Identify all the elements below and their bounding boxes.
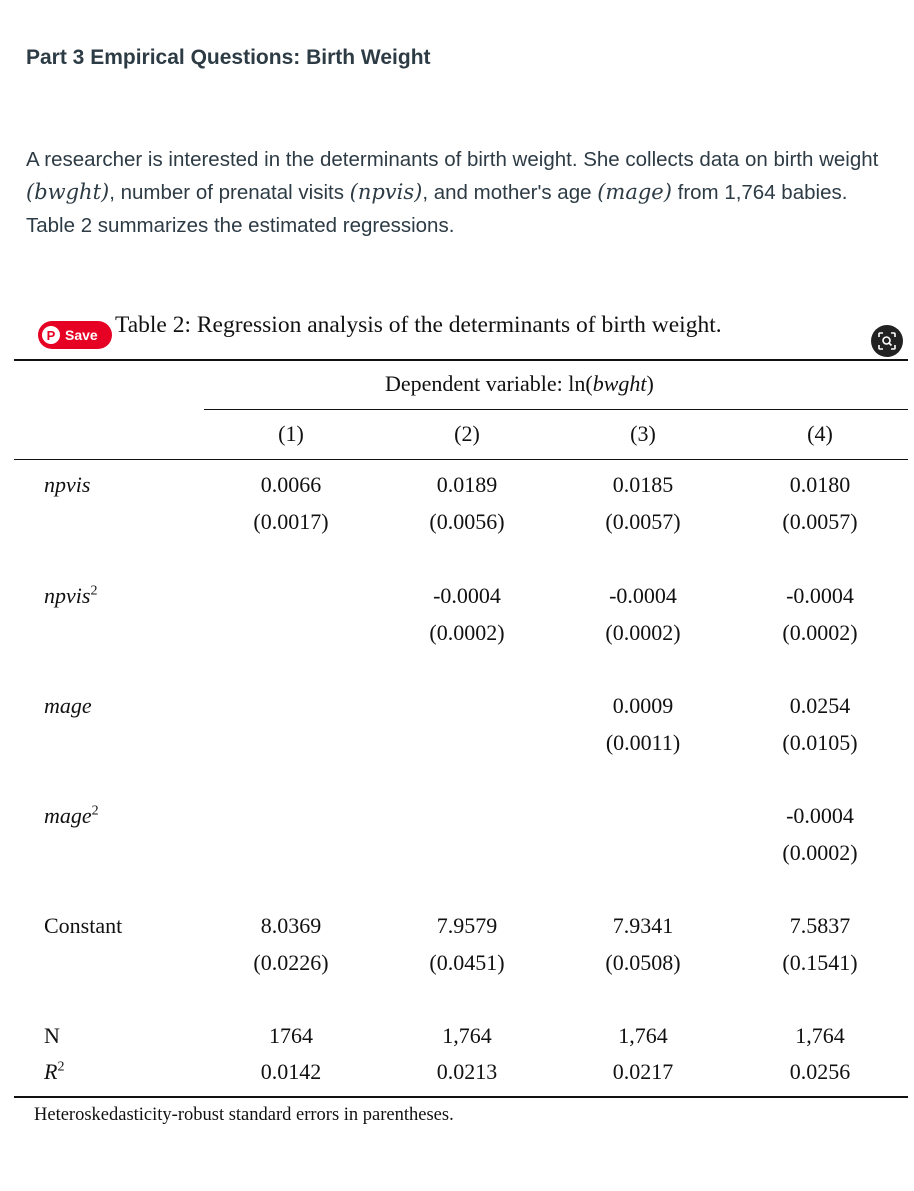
visual-search-button[interactable]	[871, 325, 903, 357]
coefficient-cell: 7.5837	[789, 913, 851, 938]
math-npvis: (npvis)	[349, 180, 423, 204]
column-header-2: (2)	[454, 421, 480, 446]
coefficient-cell: 0.0254	[789, 693, 851, 718]
coefficient-cell: -0.0004	[786, 803, 854, 828]
coefficient-cell: 0.0185	[612, 472, 674, 497]
standard-error-cell: (0.0011)	[605, 730, 681, 755]
regression-table-image	[0, 300, 914, 1140]
standard-error-cell: (0.0451)	[429, 950, 505, 975]
n-value-cell: 1,764	[442, 1023, 492, 1048]
standard-error-cell: (0.0105)	[782, 730, 858, 755]
standard-error-cell: (0.0508)	[605, 950, 681, 975]
standard-error-cell: (0.0002)	[429, 620, 505, 645]
coefficient-cell: 8.0369	[260, 913, 322, 938]
standard-error-cell: (0.0002)	[782, 840, 858, 865]
dependent-variable-header: Dependent variable: ln(bwght)	[385, 371, 654, 396]
column-header-1: (1)	[278, 421, 304, 446]
math-mage: (mage)	[597, 180, 672, 204]
coefficient-cell: 0.0009	[612, 693, 674, 718]
r2-value-cell: 0.0256	[789, 1059, 851, 1084]
standard-error-cell: (0.0226)	[253, 950, 329, 975]
r2-value-cell: 0.0142	[260, 1059, 322, 1084]
coefficient-cell: 7.9341	[612, 913, 674, 938]
coefficient-cell: -0.0004	[609, 583, 677, 608]
pinterest-icon: P	[42, 326, 60, 344]
math-bwght: (bwght)	[26, 180, 110, 204]
row-label: mage	[44, 693, 92, 718]
column-header-3: (3)	[630, 421, 656, 446]
coefficient-cell: 0.0180	[789, 472, 851, 497]
coefficient-cell: -0.0004	[786, 583, 854, 608]
table-caption: Table 2: Regression analysis of the determinants of birth weight.	[115, 312, 722, 338]
coefficient-cell: 0.0189	[436, 472, 498, 497]
table-note: Heteroskedasticity-robust standard errors in parentheses.	[34, 1105, 454, 1125]
top-rule	[14, 359, 908, 361]
dependent-variable-rule	[204, 409, 908, 410]
r2-value-cell: 0.0217	[612, 1059, 674, 1084]
standard-error-cell: (0.0057)	[782, 509, 858, 534]
n-value-cell: 1764	[269, 1023, 313, 1048]
intro-paragraph: A researcher is interested in the determinants of birth weight. She collects data on birth weight (bwght), number of prenatal visits (npvis), and mother's age (mage) from 1,764 babies. Table 2 summarizes the estimated regressions.	[26, 148, 879, 237]
coefficient-cell: 0.0066	[260, 472, 322, 497]
header-rule	[14, 459, 908, 460]
row-label: Constant	[44, 913, 123, 938]
standard-error-cell: (0.0002)	[782, 620, 858, 645]
row-label: mage$^2$	[44, 803, 99, 828]
bottom-rule	[14, 1096, 908, 1098]
standard-error-cell: (0.0056)	[429, 509, 505, 534]
n-label: N	[44, 1023, 60, 1048]
r2-label: $R^2$	[44, 1059, 65, 1084]
page-title: Part 3 Empirical Questions: Birth Weight	[26, 46, 431, 69]
save-label: Save	[65, 327, 98, 343]
pinterest-save-button[interactable]	[38, 321, 112, 349]
row-label: npvis$^2$	[44, 583, 98, 608]
standard-error-cell: (0.0002)	[605, 620, 681, 645]
column-header-4: (4)	[807, 421, 833, 446]
standard-error-cell: (0.0057)	[605, 509, 681, 534]
standard-error-cell: (0.1541)	[782, 950, 858, 975]
r2-value-cell: 0.0213	[436, 1059, 498, 1084]
coefficient-cell: -0.0004	[433, 583, 501, 608]
n-value-cell: 1,764	[618, 1023, 668, 1048]
n-value-cell: 1,764	[795, 1023, 845, 1048]
row-label: npvis	[44, 472, 91, 497]
standard-error-cell: (0.0017)	[253, 509, 329, 534]
visual-search-icon	[877, 331, 897, 351]
coefficient-cell: 7.9579	[436, 913, 498, 938]
